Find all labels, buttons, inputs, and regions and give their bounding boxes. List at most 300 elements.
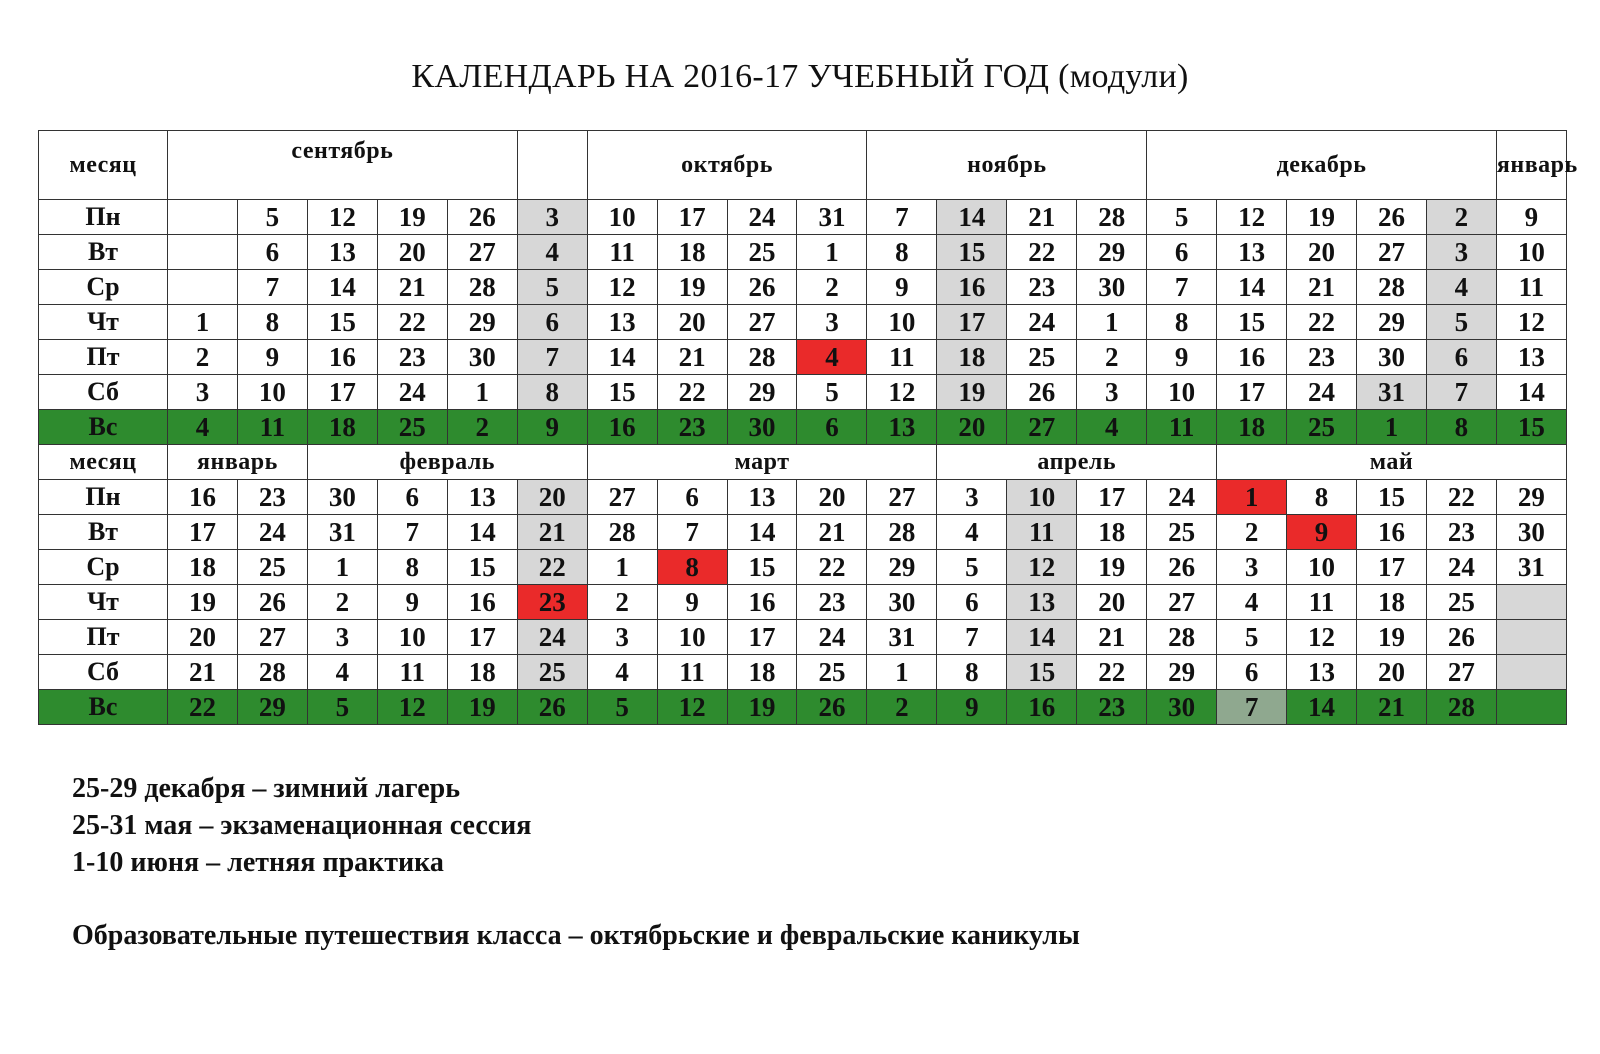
day-cell: 27: [1007, 410, 1077, 445]
day-cell: 13: [867, 410, 937, 445]
day-cell: 13: [587, 305, 657, 340]
day-cell: 30: [1077, 270, 1147, 305]
day-cell: 31: [307, 515, 377, 550]
day-cell: 11: [1496, 270, 1566, 305]
day-cell: 9: [1147, 340, 1217, 375]
day-cell: 19: [447, 690, 517, 725]
day-cell: 4: [587, 655, 657, 690]
day-cell: 3: [307, 620, 377, 655]
day-cell: 22: [517, 550, 587, 585]
day-cell: 26: [727, 270, 797, 305]
weekday-label: Пт: [39, 340, 168, 375]
day-cell: [1496, 585, 1566, 620]
day-cell: 16: [727, 585, 797, 620]
day-cell: 19: [1357, 620, 1427, 655]
day-cell: 7: [377, 515, 447, 550]
day-cell: 10: [867, 305, 937, 340]
weekday-row: [39, 620, 1567, 655]
weekday-row: [39, 200, 1567, 235]
day-cell: 27: [1357, 235, 1427, 270]
day-cell: 10: [1147, 375, 1217, 410]
note-travel: Образовательные путешествия класса – октябрьские и февральские каникулы: [72, 920, 1080, 951]
day-cell: 28: [1147, 620, 1217, 655]
day-cell: 16: [447, 585, 517, 620]
weekday-label: Пт: [39, 620, 168, 655]
day-cell: 18: [447, 655, 517, 690]
day-cell: 4: [1077, 410, 1147, 445]
day-cell: 11: [587, 235, 657, 270]
day-cell: 19: [168, 585, 238, 620]
day-cell: 15: [1007, 655, 1077, 690]
day-cell: 15: [307, 305, 377, 340]
day-cell: 29: [447, 305, 517, 340]
day-cell: 21: [1287, 270, 1357, 305]
day-cell: 10: [377, 620, 447, 655]
day-cell: 10: [1287, 550, 1357, 585]
day-cell: 14: [1217, 270, 1287, 305]
day-cell: 20: [1357, 655, 1427, 690]
day-cell: 13: [1287, 655, 1357, 690]
day-cell: 14: [1496, 375, 1566, 410]
day-cell: 11: [1147, 410, 1217, 445]
day-cell: 21: [1357, 690, 1427, 725]
day-cell: 1: [797, 235, 867, 270]
day-cell: 1: [587, 550, 657, 585]
day-cell: 17: [447, 620, 517, 655]
month-name: май: [1217, 445, 1567, 480]
day-cell: 18: [307, 410, 377, 445]
day-cell: 27: [867, 480, 937, 515]
day-cell: 29: [1147, 655, 1217, 690]
day-cell: 2: [867, 690, 937, 725]
day-cell: 26: [1007, 375, 1077, 410]
day-cell: 14: [447, 515, 517, 550]
weekday-row: [39, 585, 1567, 620]
calendar-table: [38, 130, 1578, 725]
day-cell: 17: [307, 375, 377, 410]
day-cell: 9: [377, 585, 447, 620]
weekday-row: [39, 410, 1567, 445]
day-cell: 26: [237, 585, 307, 620]
day-cell: 30: [447, 340, 517, 375]
day-cell: 21: [517, 515, 587, 550]
day-cell: 13: [727, 480, 797, 515]
weekday-row: [39, 690, 1567, 725]
day-cell: 15: [447, 550, 517, 585]
day-cell: 31: [797, 200, 867, 235]
month-name: ноябрь: [867, 131, 1147, 200]
day-cell: 16: [587, 410, 657, 445]
day-cell: 14: [937, 200, 1007, 235]
day-cell: 17: [1077, 480, 1147, 515]
day-cell: 17: [657, 200, 727, 235]
day-cell: 13: [447, 480, 517, 515]
day-cell: 6: [1217, 655, 1287, 690]
day-cell: 20: [657, 305, 727, 340]
day-cell: 7: [237, 270, 307, 305]
day-cell: 24: [727, 200, 797, 235]
day-cell: 5: [937, 550, 1007, 585]
note-line: 25-31 мая – экзаменационная сессия: [72, 810, 532, 841]
day-cell: 3: [937, 480, 1007, 515]
day-cell: 9: [1496, 200, 1566, 235]
day-cell: 10: [587, 200, 657, 235]
day-cell: 15: [1217, 305, 1287, 340]
day-cell: 2: [1217, 515, 1287, 550]
day-cell: 31: [1357, 375, 1427, 410]
day-cell: 14: [1287, 690, 1357, 725]
day-cell: 10: [1007, 480, 1077, 515]
day-cell: 18: [727, 655, 797, 690]
day-cell: 2: [447, 410, 517, 445]
day-cell: 5: [1426, 305, 1496, 340]
weekday-label: Сб: [39, 375, 168, 410]
day-cell: [168, 235, 238, 270]
day-cell: 21: [657, 340, 727, 375]
day-cell: 2: [797, 270, 867, 305]
day-cell: 7: [937, 620, 1007, 655]
day-cell: 17: [937, 305, 1007, 340]
day-cell: 25: [1287, 410, 1357, 445]
day-cell: 4: [1217, 585, 1287, 620]
page-title: КАЛЕНДАРЬ НА 2016-17 УЧЕБНЫЙ ГОД (модули): [411, 58, 1189, 95]
day-cell: 19: [1077, 550, 1147, 585]
day-cell: 24: [1147, 480, 1217, 515]
day-cell: 30: [727, 410, 797, 445]
day-cell: [168, 270, 238, 305]
day-cell: 6: [237, 235, 307, 270]
weekday-label: Вс: [39, 690, 168, 725]
day-cell: 17: [727, 620, 797, 655]
day-cell: 19: [937, 375, 1007, 410]
day-cell: 1: [867, 655, 937, 690]
day-cell: 3: [517, 200, 587, 235]
month-name: апрель: [937, 445, 1217, 480]
day-cell: 20: [797, 480, 867, 515]
day-cell: 4: [168, 410, 238, 445]
day-cell: 4: [797, 340, 867, 375]
day-cell: 30: [867, 585, 937, 620]
day-cell: 30: [307, 480, 377, 515]
day-cell: 3: [587, 620, 657, 655]
day-cell: 18: [657, 235, 727, 270]
day-cell: 28: [1357, 270, 1427, 305]
day-cell: 2: [307, 585, 377, 620]
day-cell: 26: [1357, 200, 1427, 235]
month-name: октябрь: [587, 131, 867, 200]
month-name: сентябрь: [168, 131, 518, 200]
day-cell: 9: [867, 270, 937, 305]
day-cell: 2: [1426, 200, 1496, 235]
day-cell: 2: [1077, 340, 1147, 375]
day-cell: 5: [517, 270, 587, 305]
day-cell: 1: [447, 375, 517, 410]
day-cell: 6: [797, 410, 867, 445]
day-cell: 12: [1007, 550, 1077, 585]
day-cell: 25: [517, 655, 587, 690]
day-cell: 9: [657, 585, 727, 620]
day-cell: 14: [1007, 620, 1077, 655]
day-cell: 8: [377, 550, 447, 585]
day-cell: 7: [867, 200, 937, 235]
day-cell: 22: [1077, 655, 1147, 690]
day-cell: 12: [1287, 620, 1357, 655]
day-cell: 18: [1357, 585, 1427, 620]
day-cell: 3: [1077, 375, 1147, 410]
day-cell: 19: [727, 690, 797, 725]
weekday-label: Сб: [39, 655, 168, 690]
day-cell: 23: [377, 340, 447, 375]
day-cell: 16: [307, 340, 377, 375]
day-cell: 29: [867, 550, 937, 585]
weekday-label: Вт: [39, 515, 168, 550]
day-cell: 20: [377, 235, 447, 270]
day-cell: 28: [727, 340, 797, 375]
day-cell: 3: [1426, 235, 1496, 270]
weekday-row: [39, 480, 1567, 515]
day-cell: 10: [237, 375, 307, 410]
day-cell: 29: [237, 690, 307, 725]
day-cell: 26: [447, 200, 517, 235]
day-cell: 12: [307, 200, 377, 235]
weekday-row: [39, 235, 1567, 270]
day-cell: [1496, 620, 1566, 655]
day-cell: 9: [237, 340, 307, 375]
day-cell: 1: [307, 550, 377, 585]
day-cell: 22: [1426, 480, 1496, 515]
day-cell: 19: [657, 270, 727, 305]
weekday-label: Ср: [39, 270, 168, 305]
weekday-label: Пн: [39, 200, 168, 235]
month-header-row: [39, 445, 1567, 480]
day-cell: 15: [1496, 410, 1566, 445]
day-cell: 28: [867, 515, 937, 550]
day-cell: 11: [237, 410, 307, 445]
day-cell: 26: [517, 690, 587, 725]
day-cell: 8: [1287, 480, 1357, 515]
day-cell: 5: [1147, 200, 1217, 235]
day-cell: 17: [168, 515, 238, 550]
day-cell: 12: [867, 375, 937, 410]
day-cell: 28: [587, 515, 657, 550]
day-cell: 25: [377, 410, 447, 445]
day-cell: 9: [1287, 515, 1357, 550]
day-cell: 25: [1007, 340, 1077, 375]
day-cell: 11: [657, 655, 727, 690]
day-cell: 17: [1357, 550, 1427, 585]
day-cell: 6: [937, 585, 1007, 620]
day-cell: 19: [1287, 200, 1357, 235]
day-cell: 8: [867, 235, 937, 270]
day-cell: 25: [727, 235, 797, 270]
day-cell: 15: [587, 375, 657, 410]
day-cell: 21: [1007, 200, 1077, 235]
day-cell: 7: [517, 340, 587, 375]
day-cell: [168, 200, 238, 235]
day-cell: 9: [937, 690, 1007, 725]
day-cell: 16: [1007, 690, 1077, 725]
day-cell: 4: [517, 235, 587, 270]
day-cell: 16: [1217, 340, 1287, 375]
day-cell: 5: [307, 690, 377, 725]
month-header-row: [39, 131, 1567, 200]
weekday-row: [39, 515, 1567, 550]
note-line: 25-29 декабря – зимний лагерь: [72, 773, 461, 804]
day-cell: 8: [657, 550, 727, 585]
day-cell: 8: [237, 305, 307, 340]
day-cell: 30: [1147, 690, 1217, 725]
day-cell: 15: [1357, 480, 1427, 515]
day-cell: 27: [587, 480, 657, 515]
day-cell: 31: [867, 620, 937, 655]
day-cell: 19: [377, 200, 447, 235]
day-cell: 14: [307, 270, 377, 305]
day-cell: 1: [1357, 410, 1427, 445]
day-cell: 18: [937, 340, 1007, 375]
day-cell: 6: [517, 305, 587, 340]
weekday-label: Чт: [39, 305, 168, 340]
day-cell: 4: [307, 655, 377, 690]
day-cell: 12: [1217, 200, 1287, 235]
day-cell: 12: [587, 270, 657, 305]
month-name: февраль: [307, 445, 587, 480]
day-cell: 22: [377, 305, 447, 340]
day-cell: 13: [1496, 340, 1566, 375]
day-cell: 21: [377, 270, 447, 305]
day-cell: 2: [587, 585, 657, 620]
month-label: месяц: [39, 131, 168, 200]
day-cell: [1496, 655, 1566, 690]
day-cell: 29: [1357, 305, 1427, 340]
day-cell: 24: [1426, 550, 1496, 585]
day-cell: 20: [1077, 585, 1147, 620]
day-cell: 4: [1426, 270, 1496, 305]
day-cell: 6: [657, 480, 727, 515]
day-cell: 24: [517, 620, 587, 655]
day-cell: 25: [797, 655, 867, 690]
weekday-label: Ср: [39, 550, 168, 585]
day-cell: 3: [168, 375, 238, 410]
day-cell: 27: [237, 620, 307, 655]
day-cell: 26: [1147, 550, 1217, 585]
day-cell: 6: [1147, 235, 1217, 270]
calendar-block-2: [39, 445, 1567, 725]
day-cell: 6: [1426, 340, 1496, 375]
month-name: январь: [168, 445, 308, 480]
day-cell: 5: [797, 375, 867, 410]
day-cell: 13: [1217, 235, 1287, 270]
day-cell: 28: [237, 655, 307, 690]
day-cell: 18: [1077, 515, 1147, 550]
day-cell: 22: [168, 690, 238, 725]
day-cell: 8: [937, 655, 1007, 690]
day-cell: 20: [1287, 235, 1357, 270]
day-cell: 17: [1217, 375, 1287, 410]
day-cell: 26: [1426, 620, 1496, 655]
day-cell: 11: [867, 340, 937, 375]
day-cell: 22: [1287, 305, 1357, 340]
weekday-label: Вс: [39, 410, 168, 445]
day-cell: 28: [1426, 690, 1496, 725]
day-cell: 23: [237, 480, 307, 515]
day-cell: 22: [657, 375, 727, 410]
weekday-row: [39, 305, 1567, 340]
day-cell: 15: [727, 550, 797, 585]
day-cell: 29: [727, 375, 797, 410]
day-cell: 7: [1426, 375, 1496, 410]
day-cell: 8: [1426, 410, 1496, 445]
month-label: месяц: [39, 445, 168, 480]
day-cell: 5: [237, 200, 307, 235]
day-cell: 3: [797, 305, 867, 340]
weekday-row: [39, 270, 1567, 305]
day-cell: 13: [307, 235, 377, 270]
day-cell: 5: [1217, 620, 1287, 655]
day-cell: 3: [1217, 550, 1287, 585]
day-cell: 24: [377, 375, 447, 410]
day-cell: 5: [587, 690, 657, 725]
note-line: 1-10 июня – летняя практика: [72, 847, 444, 878]
day-cell: 28: [1077, 200, 1147, 235]
day-cell: 23: [1007, 270, 1077, 305]
day-cell: 20: [937, 410, 1007, 445]
day-cell: 11: [1287, 585, 1357, 620]
day-cell: 23: [797, 585, 867, 620]
day-cell: 21: [797, 515, 867, 550]
weekday-label: Вт: [39, 235, 168, 270]
day-cell: 25: [237, 550, 307, 585]
day-cell: 23: [657, 410, 727, 445]
day-cell: 16: [168, 480, 238, 515]
day-cell: 1: [1077, 305, 1147, 340]
day-cell: 7: [1147, 270, 1217, 305]
day-cell: 7: [657, 515, 727, 550]
day-cell: 30: [1496, 515, 1566, 550]
month-name: март: [587, 445, 937, 480]
day-cell: 24: [797, 620, 867, 655]
day-cell: 29: [1077, 235, 1147, 270]
day-cell: 23: [1077, 690, 1147, 725]
day-cell: 22: [797, 550, 867, 585]
day-cell: 16: [1357, 515, 1427, 550]
day-cell: 4: [937, 515, 1007, 550]
day-cell: 23: [1426, 515, 1496, 550]
weekday-row: [39, 655, 1567, 690]
day-cell: 11: [377, 655, 447, 690]
day-cell: 8: [517, 375, 587, 410]
month-name: январь: [1496, 131, 1566, 200]
day-cell: 20: [168, 620, 238, 655]
day-cell: 24: [1287, 375, 1357, 410]
day-cell: 25: [1147, 515, 1217, 550]
month-name: [517, 131, 587, 200]
day-cell: 11: [1007, 515, 1077, 550]
day-cell: 30: [1357, 340, 1427, 375]
day-cell: 23: [1287, 340, 1357, 375]
weekday-label: Пн: [39, 480, 168, 515]
day-cell: 20: [517, 480, 587, 515]
day-cell: 21: [1077, 620, 1147, 655]
day-cell: 12: [377, 690, 447, 725]
weekday-label: Чт: [39, 585, 168, 620]
day-cell: 14: [727, 515, 797, 550]
day-cell: 18: [1217, 410, 1287, 445]
day-cell: 26: [797, 690, 867, 725]
day-cell: 29: [1496, 480, 1566, 515]
day-cell: 27: [727, 305, 797, 340]
day-cell: 31: [1496, 550, 1566, 585]
day-cell: 8: [1147, 305, 1217, 340]
